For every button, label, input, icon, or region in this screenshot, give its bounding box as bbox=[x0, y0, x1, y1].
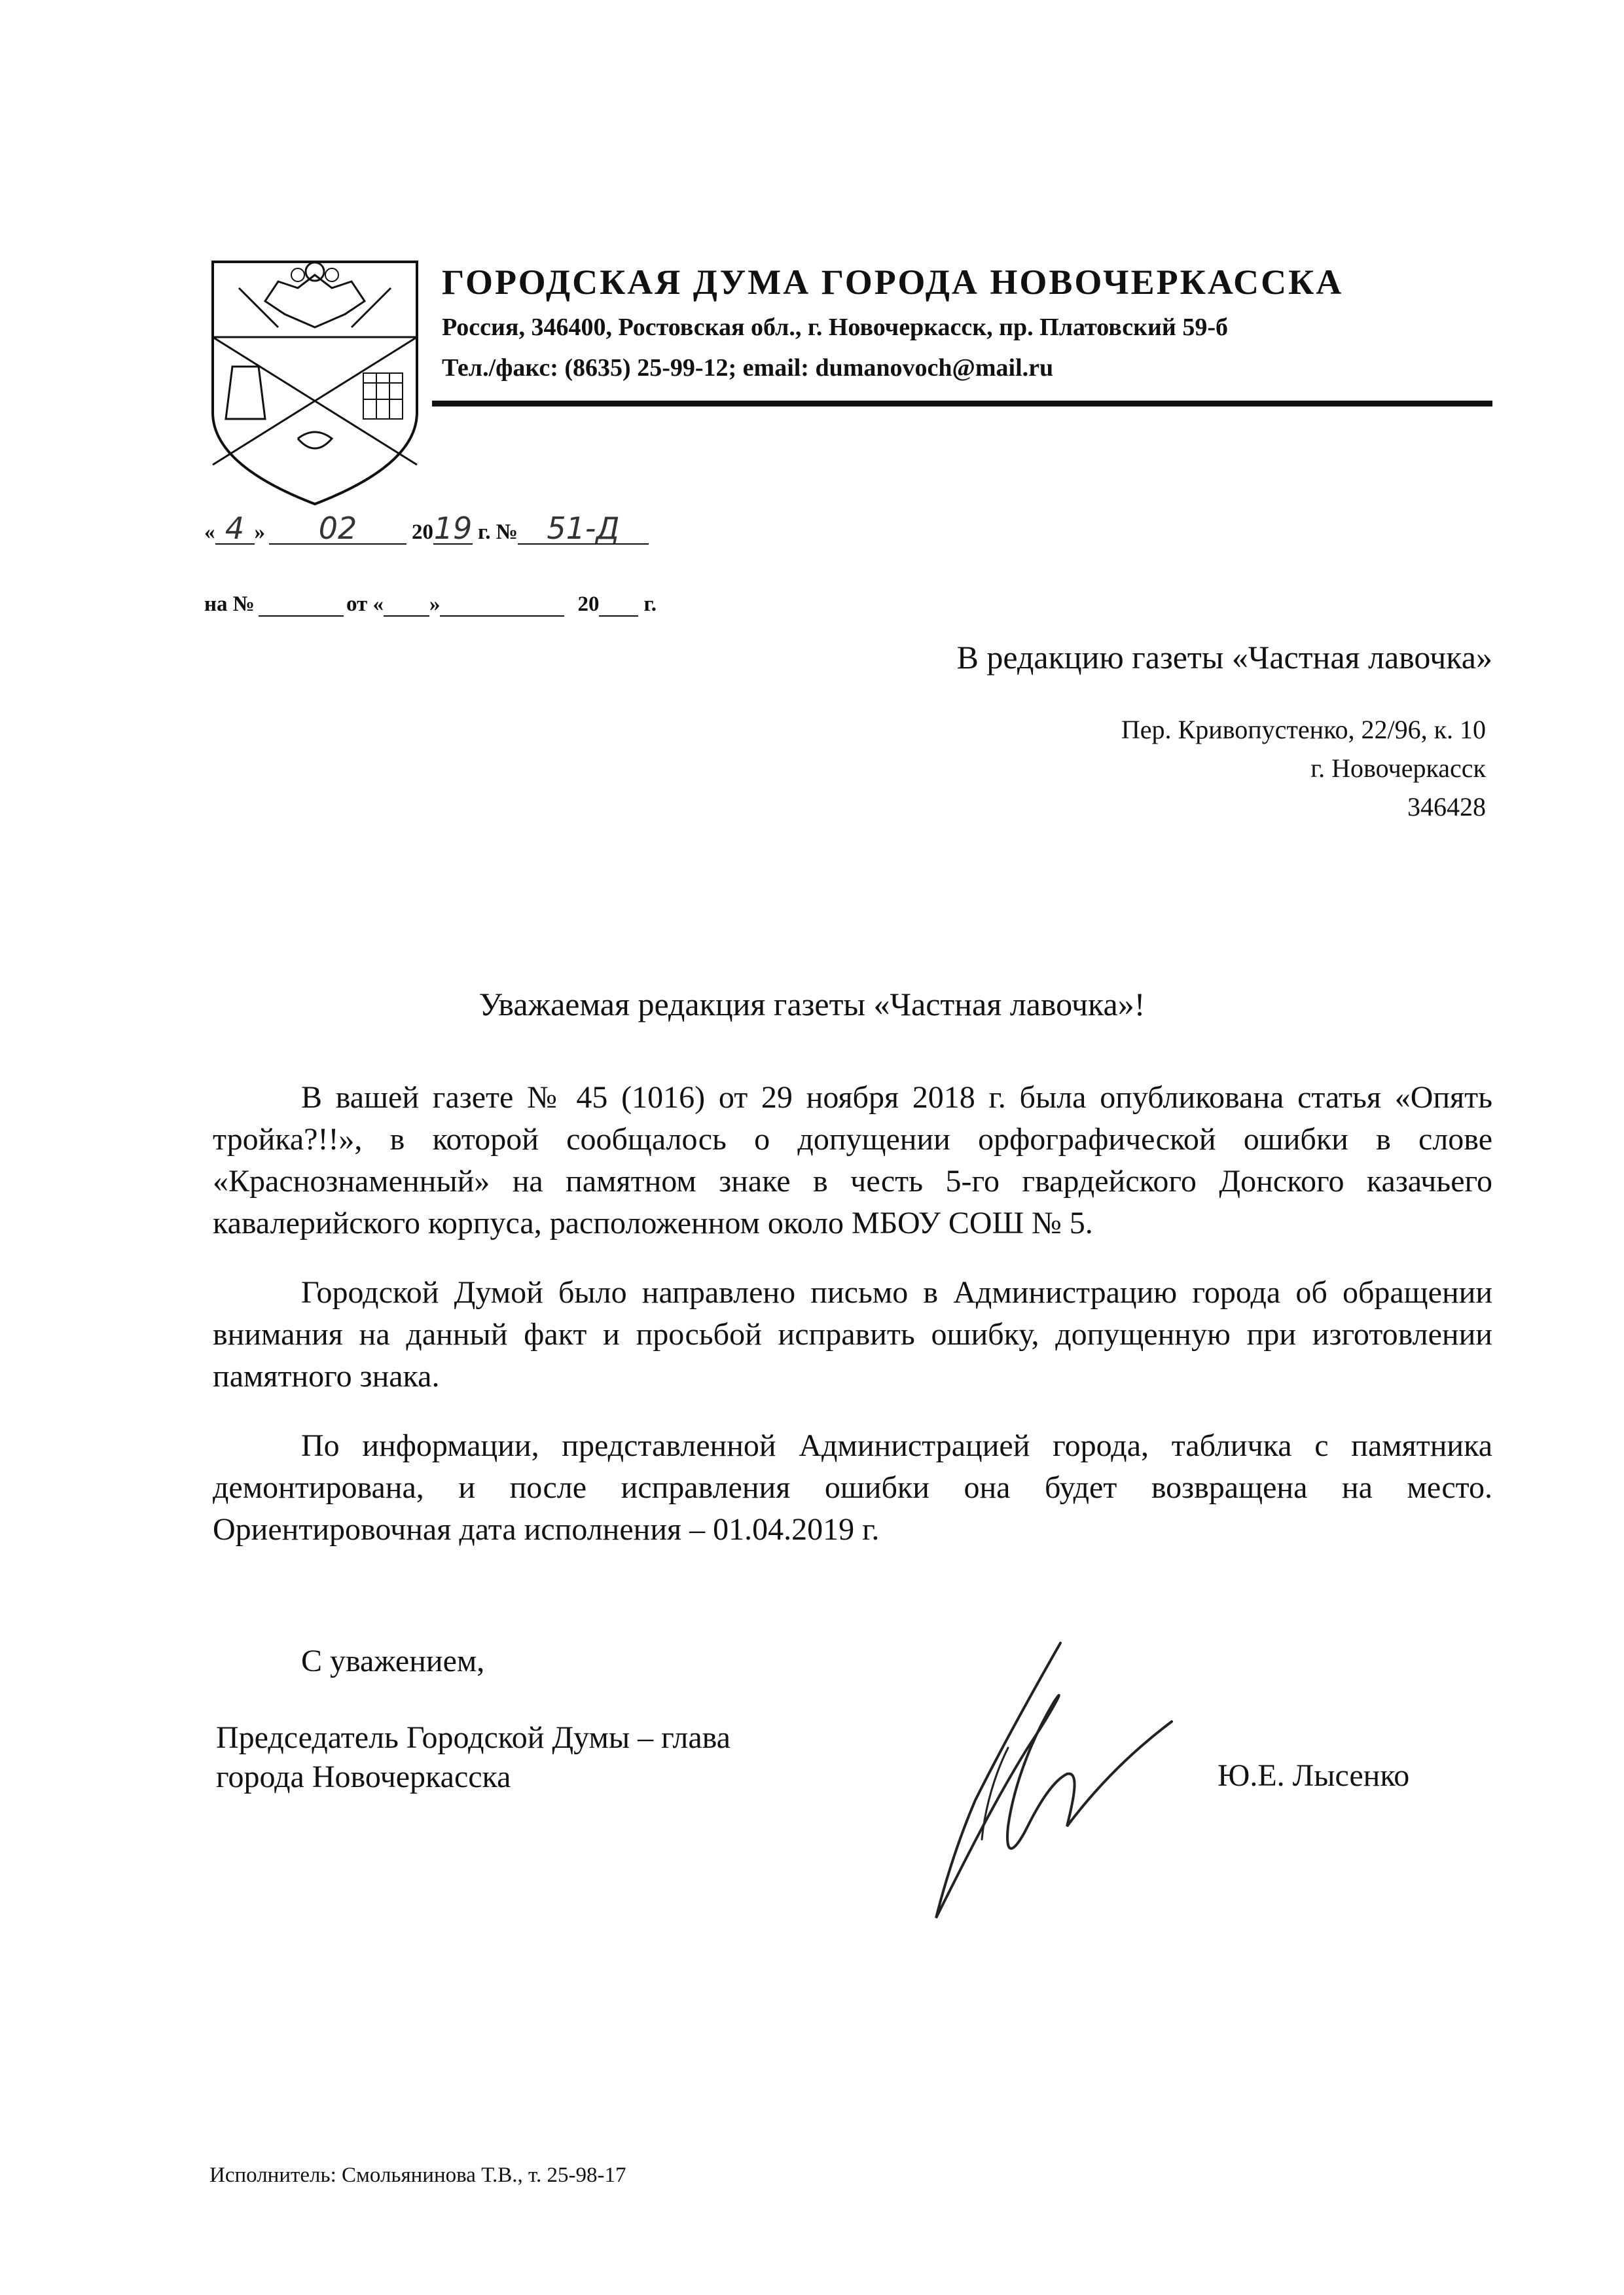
reply-from: от « bbox=[346, 592, 384, 616]
recipient-street: Пер. Кривопустенко, 22/96, к. 10 bbox=[1121, 715, 1486, 744]
recipient-postcode: 346428 bbox=[1407, 792, 1486, 822]
day-field bbox=[215, 511, 255, 546]
coat-of-arms-icon bbox=[200, 249, 430, 511]
day-value: 4 bbox=[225, 511, 245, 546]
paragraph-1: В вашей газете № 45 (1016) от 29 ноября 2018 г. была опубликована статья «Опять тройка?!!», в которой сообщалось о допущении орфографической ошибки в слове «Краснознаменный» на памятном знаке в честь 5-го гвардейского Донского казачьего кавалерийского корпуса, расположенном около МБОУ СОШ № 5. bbox=[213, 1080, 1492, 1240]
signer-name: Ю.Е. Лысенко bbox=[1218, 1758, 1410, 1793]
recipient-address bbox=[851, 710, 1486, 826]
month-field bbox=[269, 511, 406, 546]
signer-position-line2: города Новочеркасска bbox=[216, 1760, 511, 1794]
executor-info: Исполнитель: Смольянинова Т.В., т. 25-98-17 bbox=[209, 2163, 626, 2187]
signature-icon bbox=[844, 1630, 1211, 1931]
year-value: 19 bbox=[433, 511, 473, 546]
reply-year-unit: г. bbox=[643, 592, 657, 616]
year-field bbox=[433, 511, 473, 546]
letter-body bbox=[213, 1077, 1492, 1578]
salutation: Уважаемая редакция газеты «Частная лавочка»! bbox=[478, 986, 1146, 1022]
reply-number-field bbox=[259, 589, 344, 617]
recipient-title: В редакцию газеты «Частная лавочка» bbox=[956, 639, 1492, 676]
signer-position bbox=[216, 1718, 731, 1797]
letterhead-divider bbox=[432, 401, 1492, 407]
reply-close: » bbox=[429, 592, 441, 616]
outgoing-reference bbox=[204, 511, 649, 546]
number-field bbox=[518, 511, 649, 546]
reply-label: на № bbox=[204, 592, 255, 616]
org-phone-email: Тел./факс: (8635) 25-99-12; email: dumanovoch@mail.ru bbox=[442, 354, 1054, 382]
reply-month-field bbox=[440, 589, 564, 617]
reply-day-field bbox=[384, 589, 429, 617]
incoming-reference bbox=[204, 589, 657, 617]
org-name: ГОРОДСКАЯ ДУМА ГОРОДА НОВОЧЕРКАССКА bbox=[442, 262, 1344, 302]
recipient-city: г. Новочеркасск bbox=[1310, 753, 1486, 783]
quote-open: « bbox=[204, 520, 215, 544]
paragraph-3: По информации, представленной Администрацией города, табличка с памятника демонтирована, и после исправления ошибки она будет возвращена на место. Ориентировочная дата исполнения – 01.04.2019 г. bbox=[213, 1428, 1492, 1547]
paragraph-2: Городской Думой было направлено письмо в Администрацию города об обращении внимания на данный факт и просьбой исправить ошибку, допущенную при изготовлении памятного знака. bbox=[213, 1275, 1492, 1394]
reply-year-prefix: 20 bbox=[577, 592, 600, 616]
month-value: 02 bbox=[318, 511, 357, 546]
signer-position-line1: Председатель Городской Думы – глава bbox=[216, 1720, 731, 1755]
reply-year-field bbox=[599, 589, 638, 617]
closing: С уважением, bbox=[301, 1644, 485, 1678]
quote-close: » bbox=[254, 520, 265, 544]
year-unit: г. № bbox=[478, 520, 518, 544]
number-value: 51-Д bbox=[547, 511, 620, 546]
year-prefix: 20 bbox=[412, 520, 433, 544]
org-address: Россия, 346400, Ростовская обл., г. Новочеркасск, пр. Платовский 59-б bbox=[442, 314, 1228, 341]
